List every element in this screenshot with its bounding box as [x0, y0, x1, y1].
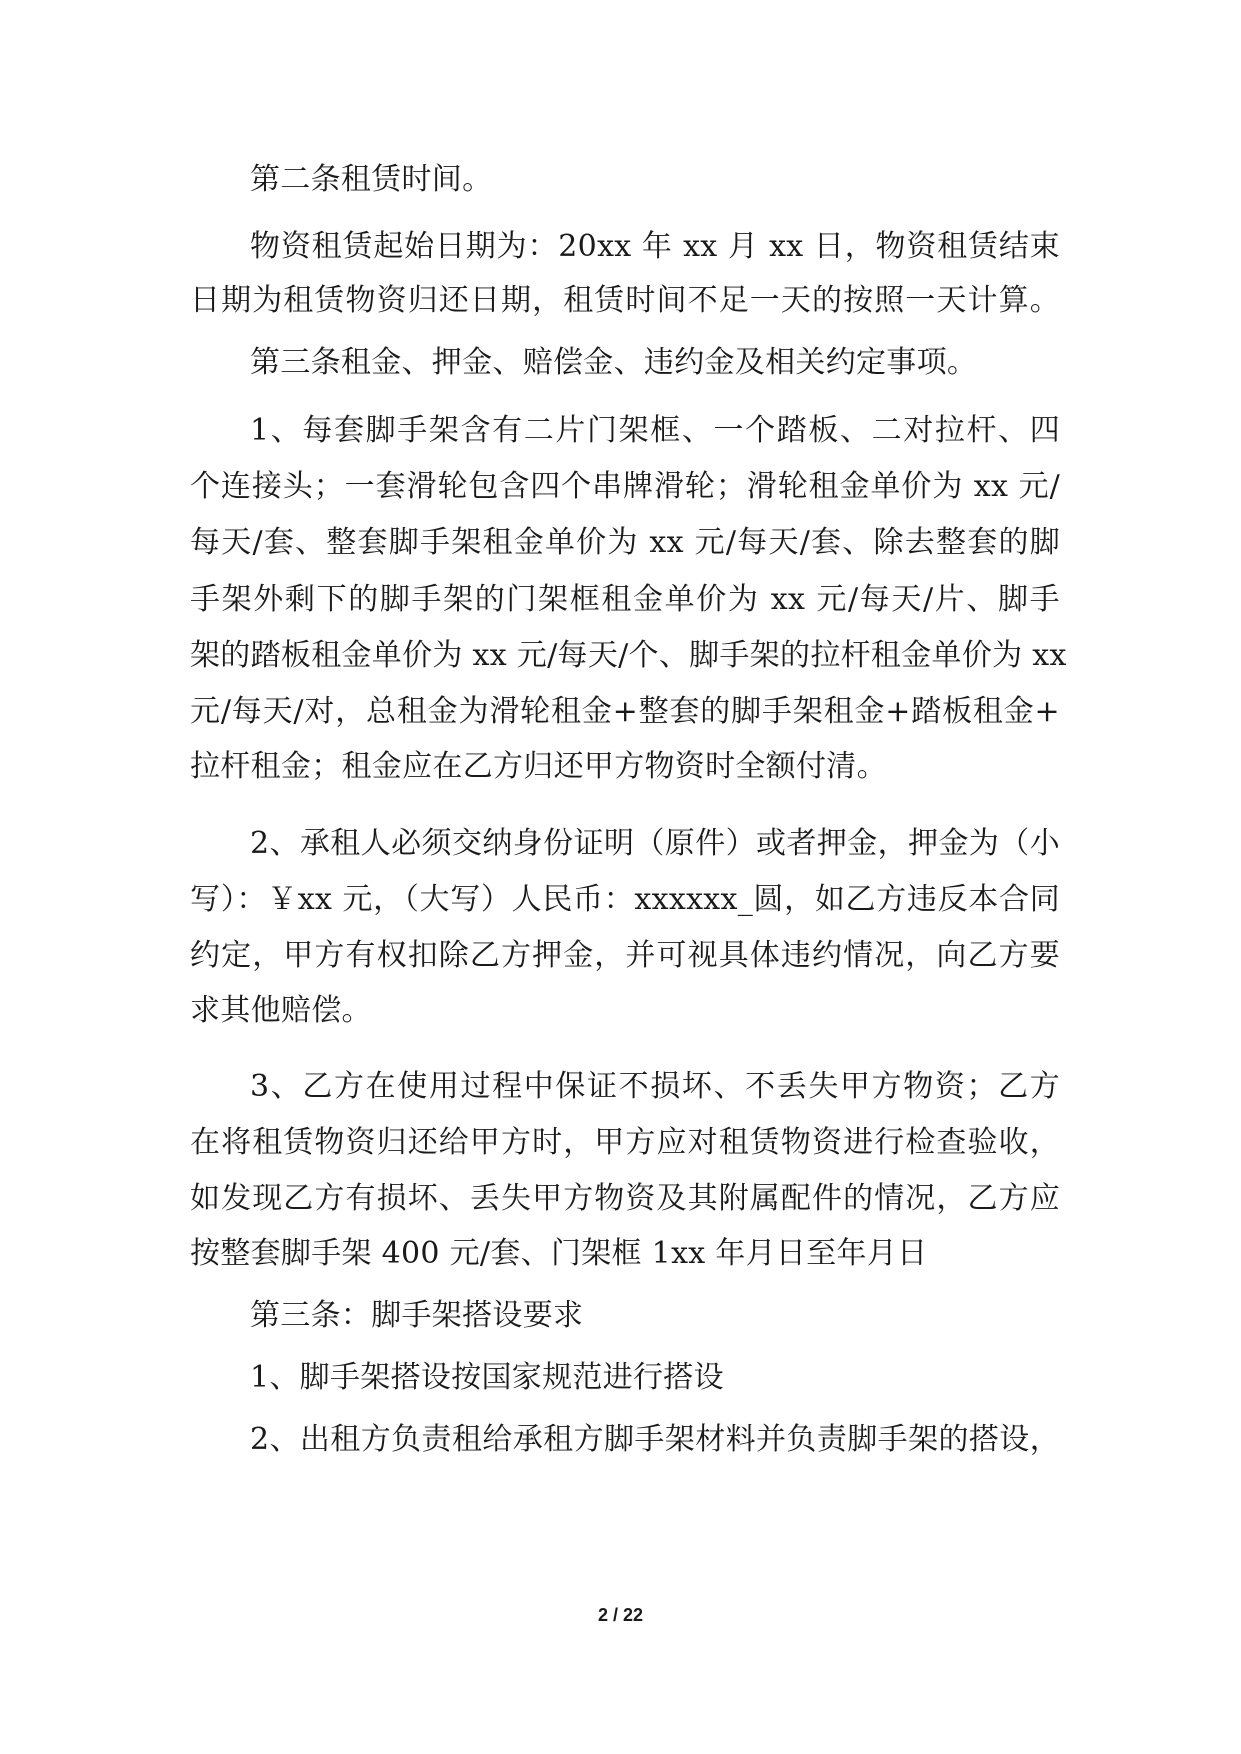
text-line: 2、出租方负责租给承租方脚手架材料并负责脚手架的搭设， [250, 1422, 1060, 1457]
text-line: 拉杆租金；租金应在乙方归还甲方物资时全额付清。 [190, 749, 887, 784]
text-line: 第二条租赁时间。 [250, 162, 493, 197]
text-line: 物资租赁起始日期为：20xx 年 xx 月 xx 日，物资租赁结束 [250, 229, 1060, 264]
text-line: 第三条：脚手架搭设要求 [250, 1298, 584, 1333]
text-line: 架的踏板租金单价为 xx 元/每天/个、脚手架的拉杆租金单价为 xx [190, 638, 1067, 673]
text-line: 求其他赔偿。 [190, 993, 372, 1028]
text-line: 3、乙方在使用过程中保证不损坏、不丢失甲方物资；乙方 [250, 1069, 1060, 1104]
text-line: 2、承租人必须交纳身份证明（原件）或者押金，押金为（小 [250, 826, 1060, 861]
text-line: 1、脚手架搭设按国家规范进行搭设 [250, 1360, 724, 1395]
text-line: 约定，甲方有权扣除乙方押金，并可视具体违约情况，向乙方要 [190, 938, 1060, 973]
text-line: 每天/套、整套脚手架租金单价为 xx 元/每天/套、除去整套的脚 [190, 525, 1060, 560]
page-number: 2 / 22 [597, 1605, 644, 1625]
text-line: 个连接头；一套滑轮包含四个串牌滑轮；滑轮租金单价为 xx 元/ [190, 469, 1060, 504]
text-line: 元/每天/对，总租金为滑轮租金+整套的脚手架租金+踏板租金+ [190, 694, 1060, 729]
text-line: 第三条租金、押金、赔偿金、违约金及相关约定事项。 [250, 345, 978, 380]
text-line: 手架外剩下的脚手架的门架框租金单价为 xx 元/每天/片、脚手 [190, 582, 1060, 617]
text-line: 如发现乙方有损坏、丢失甲方物资及其附属配件的情况，乙方应 [190, 1181, 1060, 1216]
text-line: 日期为租赁物资归还日期，租赁时间不足一天的按照一天计算。 [190, 283, 1060, 318]
text-line: 1、每套脚手架含有二片门架框、一个踏板、二对拉杆、四 [250, 413, 1060, 448]
text-line: 写）：￥xx 元，（大写）人民币：xxxxxx_圆，如乙方违反本合同 [190, 882, 1060, 917]
text-line: 在将租赁物资归还给甲方时，甲方应对租赁物资进行检查验收， [190, 1125, 1060, 1160]
text-line: 按整套脚手架 400 元/套、门架框 1xx 年月日至年月日 [190, 1236, 928, 1271]
